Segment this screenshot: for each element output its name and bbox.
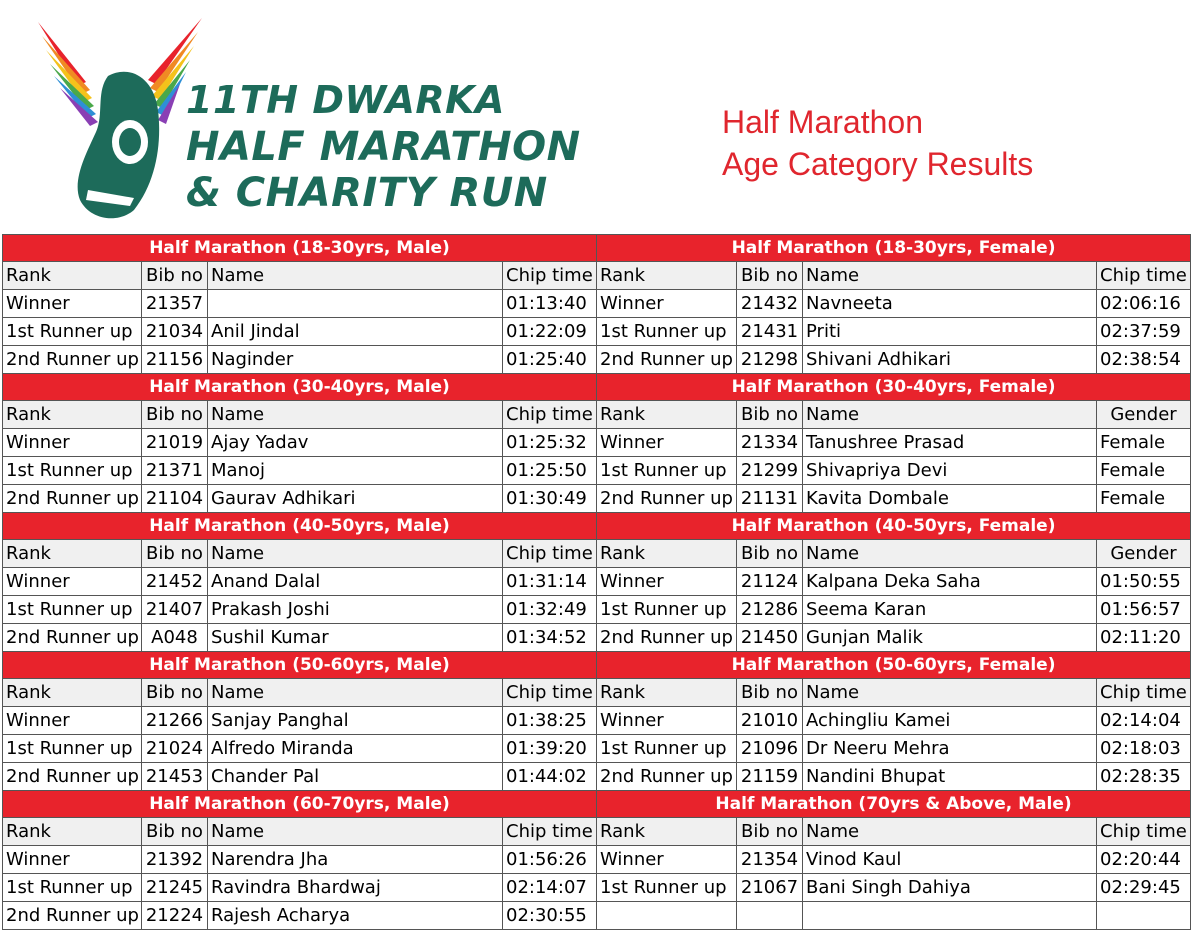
header-row xyxy=(3,262,1191,290)
cell-name: Navneeta xyxy=(803,290,1097,318)
cell-name: Shivapriya Devi xyxy=(803,457,1097,485)
page-subtitle: Age Category Results xyxy=(722,146,1034,182)
column-header-time: Chip time xyxy=(1097,679,1191,707)
column-header-name: Name xyxy=(803,540,1097,568)
cell-name: Prakash Joshi xyxy=(208,596,503,624)
column-header-name: Name xyxy=(208,262,503,290)
cell-name: Kavita Dombale xyxy=(803,485,1097,513)
cell-bib: 21431 xyxy=(737,318,803,346)
left-wing-icon xyxy=(38,22,98,126)
cell-time: 02:29:45 xyxy=(1097,874,1191,902)
cell-name: Naginder xyxy=(208,346,503,374)
cell-time: 01:22:09 xyxy=(503,318,597,346)
cell-name: Anil Jindal xyxy=(208,318,503,346)
column-header-name: Name xyxy=(803,401,1097,429)
cell-rank: Winner xyxy=(3,429,142,457)
cell-name: Sushil Kumar xyxy=(208,624,503,652)
cell-time: 01:44:02 xyxy=(503,763,597,791)
cell-time: 01:56:26 xyxy=(503,846,597,874)
cell-bib: 21357 xyxy=(142,290,208,318)
cell-name: Seema Karan xyxy=(803,596,1097,624)
cell-name: Sanjay Panghal xyxy=(208,707,503,735)
category-title: Half Marathon (30-40yrs, Male) xyxy=(3,374,597,401)
cell-time: 02:14:04 xyxy=(1097,707,1191,735)
column-header-time: Gender xyxy=(1097,401,1191,429)
column-header-time: Gender xyxy=(1097,540,1191,568)
cell-rank: Winner xyxy=(597,568,737,596)
column-header-name: Name xyxy=(803,262,1097,290)
column-header-bib: Bib no xyxy=(142,401,208,429)
shoe-icon xyxy=(78,72,160,219)
table-row xyxy=(3,763,1191,791)
cell-bib: 21104 xyxy=(142,485,208,513)
cell-name: Anand Dalal xyxy=(208,568,503,596)
cell-bib: 21298 xyxy=(737,346,803,374)
cell-bib: 21010 xyxy=(737,707,803,735)
cell-time: 01:39:20 xyxy=(503,735,597,763)
table-row xyxy=(3,874,1191,902)
column-header-time: Chip time xyxy=(1097,818,1191,846)
cell-name: Manoj xyxy=(208,457,503,485)
cell-time: 02:11:20 xyxy=(1097,624,1191,652)
column-header-rank: Rank xyxy=(3,262,142,290)
cell-name: Ajay Yadav xyxy=(208,429,503,457)
header-row xyxy=(3,540,1191,568)
column-header-bib: Bib no xyxy=(737,401,803,429)
cell-time: 01:25:32 xyxy=(503,429,597,457)
cell-bib: 21131 xyxy=(737,485,803,513)
cell-rank: 1st Runner up xyxy=(3,735,142,763)
cell-bib: 21334 xyxy=(737,429,803,457)
cell-bib: 21096 xyxy=(737,735,803,763)
cell-rank: Winner xyxy=(597,707,737,735)
category-title: Half Marathon (70yrs & Above, Male) xyxy=(597,791,1191,818)
cell-name: Shivani Adhikari xyxy=(803,346,1097,374)
cell-rank: 2nd Runner up xyxy=(3,763,142,791)
cell-rank: 2nd Runner up xyxy=(3,485,142,513)
cell-rank: 1st Runner up xyxy=(3,318,142,346)
column-header-time: Chip time xyxy=(503,818,597,846)
event-title-line2: HALF MARATHON xyxy=(186,124,581,170)
table-row xyxy=(3,596,1191,624)
column-header-rank: Rank xyxy=(597,262,737,290)
cell-name: Achingliu Kamei xyxy=(803,707,1097,735)
cell-bib: 21453 xyxy=(142,763,208,791)
column-header-bib: Bib no xyxy=(142,679,208,707)
cell-name: Priti xyxy=(803,318,1097,346)
cell-rank: Winner xyxy=(597,846,737,874)
column-header-name: Name xyxy=(803,679,1097,707)
cell-name: Narendra Jha xyxy=(208,846,503,874)
table-row xyxy=(3,735,1191,763)
category-title: Half Marathon (50-60yrs, Female) xyxy=(597,652,1191,679)
cell-bib: 21034 xyxy=(142,318,208,346)
cell-name: Vinod Kaul xyxy=(803,846,1097,874)
cell-time: 01:13:40 xyxy=(503,290,597,318)
cell-time: 01:38:25 xyxy=(503,707,597,735)
cell-time: 02:14:07 xyxy=(503,874,597,902)
column-header-rank: Rank xyxy=(597,818,737,846)
cell-bib: 21452 xyxy=(142,568,208,596)
category-title: Half Marathon (60-70yrs, Male) xyxy=(3,791,597,818)
cell-rank: Winner xyxy=(597,429,737,457)
column-header-time: Chip time xyxy=(503,262,597,290)
cell-name xyxy=(803,902,1097,930)
cell-time: 02:30:55 xyxy=(503,902,597,930)
cell-bib: 21266 xyxy=(142,707,208,735)
cell-time: 01:32:49 xyxy=(503,596,597,624)
column-header-bib: Bib no xyxy=(737,679,803,707)
column-header-name: Name xyxy=(208,540,503,568)
header-row xyxy=(3,401,1191,429)
header-row xyxy=(3,818,1191,846)
column-header-bib: Bib no xyxy=(737,262,803,290)
cell-time: 01:31:14 xyxy=(503,568,597,596)
cell-name: Rajesh Acharya xyxy=(208,902,503,930)
cell-rank: 1st Runner up xyxy=(597,874,737,902)
page-title: Half Marathon xyxy=(722,104,923,140)
table-row xyxy=(3,485,1191,513)
column-header-name: Name xyxy=(208,401,503,429)
cell-time: Female xyxy=(1097,457,1191,485)
cell-bib: 21019 xyxy=(142,429,208,457)
table-row xyxy=(3,902,1191,930)
cell-name: Alfredo Miranda xyxy=(208,735,503,763)
cell-name: Gaurav Adhikari xyxy=(208,485,503,513)
cell-bib: 21371 xyxy=(142,457,208,485)
column-header-rank: Rank xyxy=(597,679,737,707)
cell-rank: 1st Runner up xyxy=(597,457,737,485)
category-row xyxy=(3,235,1191,262)
header-row xyxy=(3,679,1191,707)
column-header-rank: Rank xyxy=(3,540,142,568)
table-row xyxy=(3,568,1191,596)
category-title: Half Marathon (30-40yrs, Female) xyxy=(597,374,1191,401)
results-table xyxy=(2,234,1191,930)
column-header-bib: Bib no xyxy=(142,818,208,846)
cell-bib: A048 xyxy=(142,624,208,652)
event-title-line3: & CHARITY RUN xyxy=(186,170,548,216)
cell-time: Female xyxy=(1097,429,1191,457)
column-header-name: Name xyxy=(208,818,503,846)
cell-name: Bani Singh Dahiya xyxy=(803,874,1097,902)
cell-name: Gunjan Malik xyxy=(803,624,1097,652)
cell-bib: 21124 xyxy=(737,568,803,596)
table-row xyxy=(3,290,1191,318)
cell-rank: 1st Runner up xyxy=(597,735,737,763)
column-header-rank: Rank xyxy=(3,818,142,846)
cell-time: 01:50:55 xyxy=(1097,568,1191,596)
cell-rank: Winner xyxy=(3,846,142,874)
cell-name: Nandini Bhupat xyxy=(803,763,1097,791)
column-header-time: Chip time xyxy=(503,679,597,707)
cell-bib xyxy=(737,902,803,930)
cell-name: Kalpana Deka Saha xyxy=(803,568,1097,596)
table-row xyxy=(3,707,1191,735)
cell-time: 02:28:35 xyxy=(1097,763,1191,791)
cell-rank: 2nd Runner up xyxy=(597,763,737,791)
cell-time: 01:34:52 xyxy=(503,624,597,652)
cell-rank: 2nd Runner up xyxy=(597,346,737,374)
column-header-time: Chip time xyxy=(1097,262,1191,290)
cell-time: 02:37:59 xyxy=(1097,318,1191,346)
cell-bib: 21286 xyxy=(737,596,803,624)
cell-rank: 2nd Runner up xyxy=(3,624,142,652)
column-header-time: Chip time xyxy=(503,540,597,568)
cell-rank: 2nd Runner up xyxy=(3,902,142,930)
cell-time xyxy=(1097,902,1191,930)
column-header-rank: Rank xyxy=(3,679,142,707)
cell-time: 01:25:50 xyxy=(503,457,597,485)
cell-rank: Winner xyxy=(3,707,142,735)
table-row xyxy=(3,624,1191,652)
cell-rank: 1st Runner up xyxy=(597,596,737,624)
column-header-time: Chip time xyxy=(503,401,597,429)
cell-rank xyxy=(597,902,737,930)
cell-rank: Winner xyxy=(597,290,737,318)
category-row xyxy=(3,513,1191,540)
cell-bib: 21450 xyxy=(737,624,803,652)
cell-time: 02:20:44 xyxy=(1097,846,1191,874)
category-title: Half Marathon (40-50yrs, Male) xyxy=(3,513,597,540)
category-row xyxy=(3,652,1191,679)
cell-time: 01:25:40 xyxy=(503,346,597,374)
cell-time: 01:30:49 xyxy=(503,485,597,513)
cell-time: 02:06:16 xyxy=(1097,290,1191,318)
cell-bib: 21392 xyxy=(142,846,208,874)
cell-name xyxy=(208,290,503,318)
cell-time: 02:38:54 xyxy=(1097,346,1191,374)
category-title: Half Marathon (18-30yrs, Female) xyxy=(597,235,1191,262)
column-header-bib: Bib no xyxy=(737,540,803,568)
category-row xyxy=(3,791,1191,818)
cell-name: Ravindra Bhardwaj xyxy=(208,874,503,902)
cell-bib: 21224 xyxy=(142,902,208,930)
cell-rank: 2nd Runner up xyxy=(3,346,142,374)
cell-rank: 1st Runner up xyxy=(3,457,142,485)
cell-rank: Winner xyxy=(3,290,142,318)
column-header-rank: Rank xyxy=(597,540,737,568)
cell-bib: 21354 xyxy=(737,846,803,874)
column-header-rank: Rank xyxy=(597,401,737,429)
cell-name: Tanushree Prasad xyxy=(803,429,1097,457)
category-row xyxy=(3,374,1191,401)
cell-rank: 1st Runner up xyxy=(3,596,142,624)
column-header-bib: Bib no xyxy=(142,540,208,568)
table-row xyxy=(3,346,1191,374)
column-header-name: Name xyxy=(208,679,503,707)
category-title: Half Marathon (18-30yrs, Male) xyxy=(3,235,597,262)
column-header-bib: Bib no xyxy=(737,818,803,846)
table-row xyxy=(3,318,1191,346)
column-header-bib: Bib no xyxy=(142,262,208,290)
column-header-rank: Rank xyxy=(3,401,142,429)
cell-time: Female xyxy=(1097,485,1191,513)
cell-bib: 21067 xyxy=(737,874,803,902)
cell-rank: 2nd Runner up xyxy=(597,485,737,513)
cell-rank: Winner xyxy=(3,568,142,596)
table-row xyxy=(3,429,1191,457)
column-header-name: Name xyxy=(803,818,1097,846)
cell-bib: 21159 xyxy=(737,763,803,791)
cell-bib: 21245 xyxy=(142,874,208,902)
cell-bib: 21299 xyxy=(737,457,803,485)
cell-rank: 1st Runner up xyxy=(597,318,737,346)
cell-time: 01:56:57 xyxy=(1097,596,1191,624)
table-row xyxy=(3,457,1191,485)
cell-rank: 2nd Runner up xyxy=(597,624,737,652)
cell-name: Dr Neeru Mehra xyxy=(803,735,1097,763)
cell-bib: 21432 xyxy=(737,290,803,318)
cell-rank: 1st Runner up xyxy=(3,874,142,902)
cell-bib: 21407 xyxy=(142,596,208,624)
event-title-line1: 11TH DWARKA xyxy=(186,78,505,122)
cell-bib: 21024 xyxy=(142,735,208,763)
category-title: Half Marathon (40-50yrs, Female) xyxy=(597,513,1191,540)
category-title: Half Marathon (50-60yrs, Male) xyxy=(3,652,597,679)
cell-time: 02:18:03 xyxy=(1097,735,1191,763)
table-row xyxy=(3,846,1191,874)
cell-name: Chander Pal xyxy=(208,763,503,791)
cell-bib: 21156 xyxy=(142,346,208,374)
